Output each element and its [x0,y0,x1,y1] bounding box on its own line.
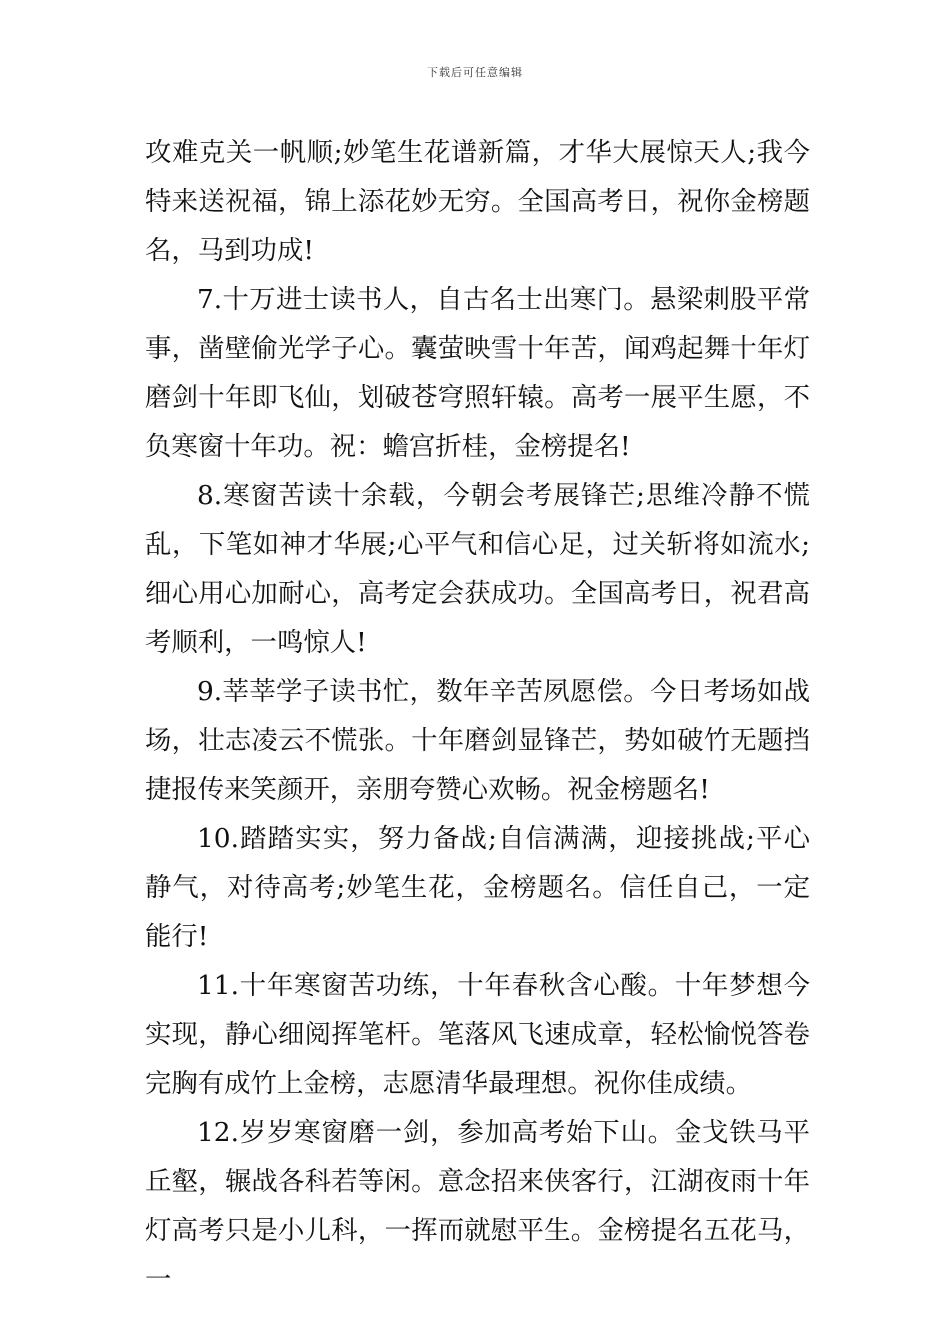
page-header: 下载后可任意编辑 [427,66,523,79]
paragraph-item-8: 8.寒窗苦读十余载，今朝会考展锋芒;思维冷静不慌乱，下笔如神才华展;心平气和信心足，过关斩将如流水;细心用心加耐心，高考定会获成功。全国高考日，祝君高考顺利，一鸣惊人! [145,480,810,658]
document-body [145,128,810,1304]
paragraph-item-9: 9.莘莘学子读书忙，数年辛苦夙愿偿。今日考场如战场，壮志凌云不慌张。十年磨剑显锋芒，势如破竹无题挡捷报传来笑颜开，亲朋夸赞心欢畅。祝金榜题名! [145,676,810,805]
paragraph-continuation: 攻难克关一帆顺;妙笔生花谱新篇，才华大展惊天人;我今特来送祝福，锦上添花妙无穷。全国高考日，祝你金榜题名，马到功成! [145,137,810,266]
paragraph-item-10: 10.踏踏实实，努力备战;自信满满，迎接挑战;平心静气，对待高考;妙笔生花，金榜题名。信任自己，一定能行! [145,823,810,952]
paragraph-item-11: 11.十年寒窗苦功练，十年春秋含心酸。十年梦想今实现，静心细阅挥笔杆。笔落风飞速成章，轻松愉悦答卷完胸有成竹上金榜，志愿清华最理想。祝你佳成绩。 [145,970,810,1099]
paragraph-item-12: 12.岁岁寒窗磨一剑，参加高考始下山。金戈铁马平丘壑，辗战各科若等闲。意念招来侠客行，江湖夜雨十年灯高考只是小儿科，一挥而就慰平生。金榜提名五花马，一 [145,1117,810,1295]
paragraph-item-7: 7.十万进士读书人，自古名士出寒门。悬梁刺股平常事，凿壁偷光学子心。囊萤映雪十年苦，闻鸡起舞十年灯磨剑十年即飞仙，划破苍穹照轩辕。高考一展平生愿，不负寒窗十年功。祝：蟾宫折桂，金榜提名! [145,284,810,462]
